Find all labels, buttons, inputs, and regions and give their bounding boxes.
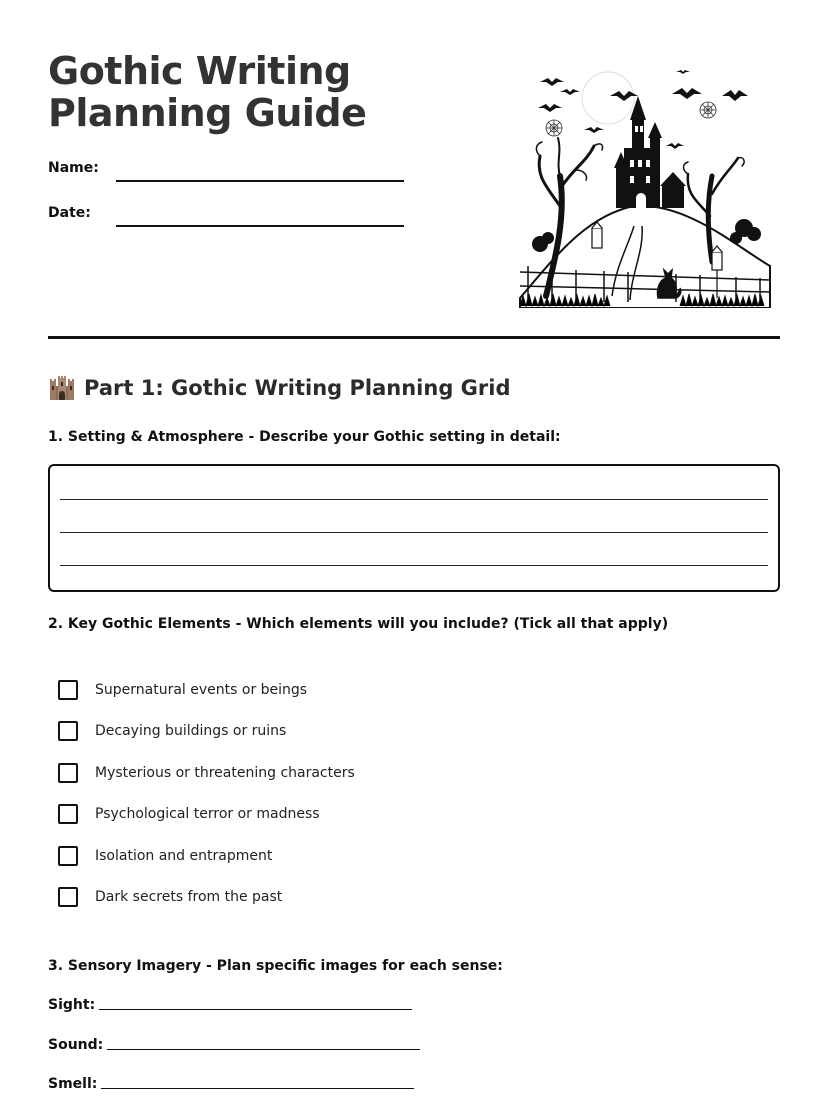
setting-answer-box[interactable] xyxy=(48,464,780,592)
checkbox[interactable] xyxy=(58,763,78,783)
date-field[interactable] xyxy=(116,225,404,227)
smell-row xyxy=(48,1076,414,1092)
sound-row xyxy=(48,1037,420,1053)
element-option[interactable] xyxy=(58,761,355,785)
sound-field[interactable] xyxy=(107,1049,420,1050)
element-option[interactable] xyxy=(58,844,272,868)
element-option[interactable] xyxy=(58,802,320,826)
page-title: Gothic Writing Planning Guide xyxy=(48,49,367,135)
element-option[interactable] xyxy=(58,678,307,702)
sight-field[interactable] xyxy=(99,1009,412,1010)
element-option[interactable] xyxy=(58,719,286,743)
element-option-label: Mysterious or threatening characters xyxy=(95,765,355,781)
checkbox[interactable] xyxy=(58,680,78,700)
smell-field[interactable] xyxy=(101,1088,414,1089)
checkbox[interactable] xyxy=(58,804,78,824)
sound-label: Sound: xyxy=(48,1037,104,1053)
element-option-label: Supernatural events or beings xyxy=(95,682,308,698)
answer-line[interactable] xyxy=(60,499,768,500)
castle-emoji-icon xyxy=(48,374,76,402)
question-2-label: 2. Key Gothic Elements - Which elements will you include? (Tick all that apply) xyxy=(48,616,669,632)
sight-row xyxy=(48,997,412,1013)
element-option-label: Psychological terror or madness xyxy=(95,806,320,822)
name-field[interactable] xyxy=(116,180,404,182)
section-divider xyxy=(48,336,780,339)
sight-label: Sight: xyxy=(48,997,96,1013)
checkbox[interactable] xyxy=(58,887,78,907)
answer-line[interactable] xyxy=(60,532,768,533)
question-1-label: 1. Setting & Atmosphere - Describe your Gothic setting in detail: xyxy=(48,429,561,445)
element-option-label: Isolation and entrapment xyxy=(95,848,273,864)
haunted-castle-illustration xyxy=(516,66,774,308)
smell-label: Smell: xyxy=(48,1076,98,1092)
name-label: Name: xyxy=(48,160,99,176)
element-option-label: Decaying buildings or ruins xyxy=(95,723,287,739)
element-option-label: Dark secrets from the past xyxy=(95,889,283,905)
element-option[interactable] xyxy=(58,885,282,909)
checkbox[interactable] xyxy=(58,721,78,741)
question-3-label: 3. Sensory Imagery - Plan specific images for each sense: xyxy=(48,958,503,974)
part1-heading xyxy=(48,374,511,402)
date-label: Date: xyxy=(48,205,91,221)
part1-heading-text: Part 1: Gothic Writing Planning Grid xyxy=(84,376,511,400)
answer-line[interactable] xyxy=(60,565,768,566)
checkbox[interactable] xyxy=(58,846,78,866)
